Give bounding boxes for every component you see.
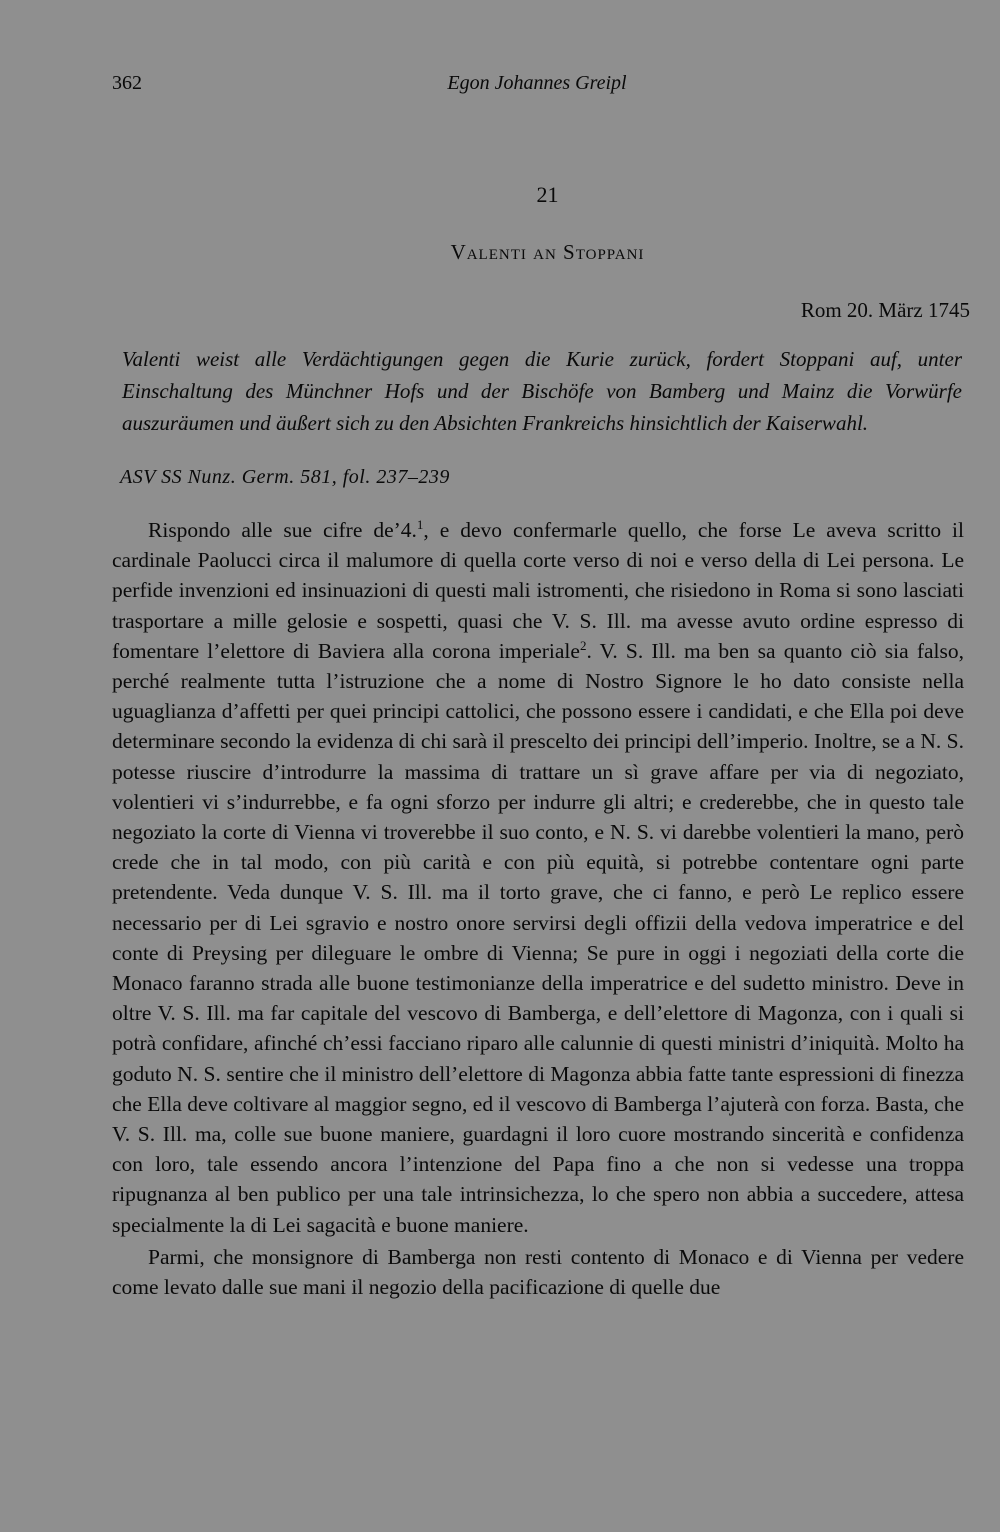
archival-source: ASV SS Nunz. Germ. 581, fol. 237–239 [120,466,450,488]
paragraph-1-middle: , e devo confermarle quello, che forse Le aveva scritto il cardinale Paolucci circa il malumore di quella corte verso di noi e verso della di Lei persona. Le perfide invenzioni ed insinuazioni di questi mali istromenti, che risiedono in Roma si sono lasciati trasportare a mille gelosie e sospetti, quasi che V. S. Ill. ma avesse avuto ordine espresso di fomentare l’elettore di Baviera alla corona imperiale [112,518,964,663]
footnote-marker-1[interactable]: 1 [416,517,424,532]
paragraph-2: Parmi, che monsignore di Bamberga non resti contento di Monaco e di Vienna per vedere come levato dalle sue mani il negozio della pacificazione di quelle due [112,1244,964,1300]
document-title: Valenti an Stoppani [450,240,645,264]
place-date: Rom 20. März 1745 [800,298,970,322]
running-head-author: Egon Johannes Greipl [447,72,627,94]
document-number: 21 [536,182,559,207]
regest-summary: Valenti weist alle Verdächtigungen gegen die Kurie zurück, fordert Stoppani auf, unter Einschaltung des Münchner Hofs und der Bischöfe von Bamberg und Mainz die Vorwürfe auszuräumen und äußert sich zu den Absichten Frankreichs hinsichtlich der Kaiserwahl. [122,347,962,435]
paragraph-1 [112,515,964,1240]
letter-body [112,515,964,1302]
page-number: 362 [112,72,142,94]
footnote-marker-2[interactable]: 2 [579,637,587,653]
running-head [112,72,962,102]
paragraph-1-opening: Rispondo alle sue cifre de’4. [148,518,417,542]
paragraph-1-rest: . V. S. Ill. ma ben sa quanto ciò sia falso, perché realmente tutta l’istruzione che a nome di Nostro Signore le ho dato consiste nella uguaglianza d’affetti per quei principi cattolici, che possono essere i candidati, e che Ella poi deve determinare secondo la evidenza di chi sarà il prescelto dei principi dell’imperio. Inoltre, se a N. S. potesse riuscire d’introdurre la massima di trattare un sì grave affare per via di negoziato, volentieri vi s’indurrebbe, e fa ogni sforzo per indurre gli altri; e crederebbe, che in questo tale negoziato la corte di Vienna vi troverebbe il suo conto, e N. S. vi darebbe volentieri la mano, però crede che in tal modo, con più carità e con più equità, si potrebbe contentare ogni parte pretendente. Veda dunque V. S. Ill. ma il torto grave, che ci fanno, e però Le replico essere necessario per di Lei sgravio e nostro onore servirsi degli offizii della vedova imperatrice e del conte di Preysing per dileguare le ombre di Vienna; Se pure in oggi i negoziati della corte die Monaco faranno strada alle buone testimonianze della imperatrice e del sudetto ministro. Deve in oltre V. S. Ill. ma far capitale del vescovo di Bamberga, e dell’elettore di Magonza, con i quali si potrà confidare, afinché ch’essi facciano riparo alle calunnie di questi ministri d’iniquità. Molto ha goduto N. S. sentire che il ministro dell’elettore di Magonza abbia fatte tante espressioni di finezza che Ella deve coltivare al maggior segno, ed il vescovo di Bamberga l’ajuterà con forza. Basta, che V. S. Ill. ma, colle sue buone maniere, guardagni il loro cuore mostrando sincerità e confidenza con loro, tale essendo ancora l’intenzione del Papa fino a che non si vedesse una troppa ripugnanza al ben publico per una tale intrinsichezza, lo che spero non abbia a succedere, attesa specialmente la di Lei sagacità e buone maniere. [112,638,964,1237]
